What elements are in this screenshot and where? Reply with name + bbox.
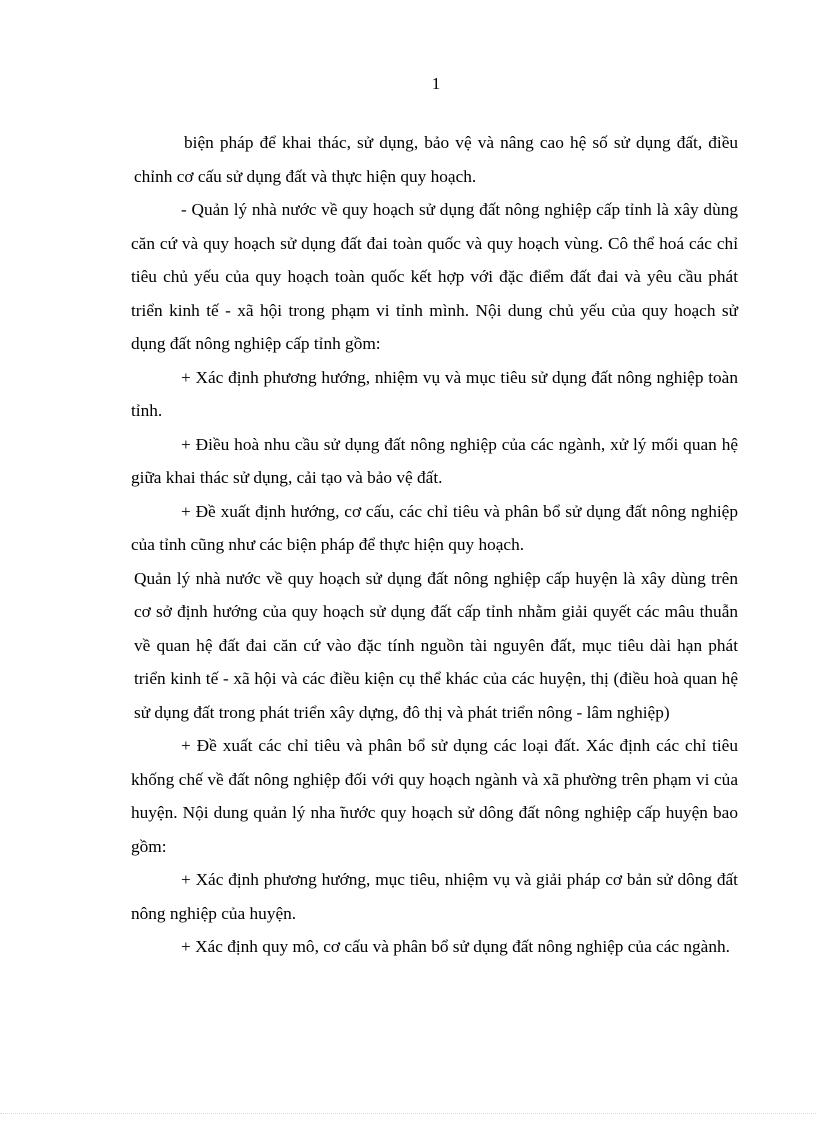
paragraph-bullet-district-direction: + Xác định phương hướng, mục tiêu, nhiệm vụ và giải pháp cơ bản sử dông đất nông nghiệp của huyện. bbox=[131, 870, 738, 923]
paragraph-bullet-harmonize: + Điều hoà nhu cầu sử dụng đất nông nghiệp của các ngành, xử lý mối quan hệ giữa khai thác sử dụng, cải tạo và bảo vệ đất. bbox=[131, 434, 738, 487]
page-number: 1 bbox=[431, 74, 441, 93]
paragraph-bullet-propose: + Đề xuất định hướng, cơ cấu, các chỉ tiêu và phân bổ sử dụng đất nông nghiệp của tỉnh cũng như các biện pháp để thực hiện quy hoạch. bbox=[131, 501, 738, 554]
paragraph-bullet-direction: + Xác định phương hướng, nhiệm vụ và mục tiêu sử dụng đất nông nghiệp toàn tỉnh. bbox=[131, 367, 738, 420]
page-bottom-divider bbox=[0, 1113, 816, 1114]
paragraph-provincial-planning: - Quản lý nhà nước về quy hoạch sử dụng đất nông nghiệp cấp tỉnh là xây dùng căn cứ và quy hoạch sử dụng đất đai toàn quốc và quy hoạch vùng. Cô thể hoá các chỉ tiêu chủ yếu của quy hoạch toàn quốc kết hợp với đặc điểm đất đai và yêu cầu phát triển kinh tế - xã hội trong phạm vi tỉnh mình. Nội dung chủ yếu của quy hoạch sử dụng đất nông nghiệp cấp tỉnh gồm: bbox=[131, 200, 738, 353]
paragraph-bullet-indicators: + Đề xuất các chỉ tiêu và phân bổ sử dụng các loại đất. Xác định các chỉ tiêu khống chế về đất nông nghiệp đối với quy hoạch ngành và xã phường trên phạm vi của huyện. Nội dung quản lý nha ̃nước quy hoạch sử dông đất nông nghiệp cấp huyện bao gồm: bbox=[131, 736, 738, 856]
document-body bbox=[131, 126, 738, 964]
paragraph-district-planning: Quản lý nhà nước về quy hoạch sử dụng đất nông nghiệp cấp huyện là xây dùng trên cơ sở định hướng của quy hoạch sử dụng đất cấp tỉnh nhằm giải quyết các mâu thuẫn về quan hệ đất đai căn cứ vào đặc tính nguồn tài nguyên đất, mục tiêu dài hạn phát triển kinh tế - xã hội và các điều kiện cụ thể khác của các huyện, thị (điều hoà quan hệ sử dụng đất trong phát triển xây dựng, đô thị và phát triển nông - lâm nghiệp) bbox=[134, 568, 738, 722]
paragraph-continuation: biện pháp để khai thác, sử dụng, bảo vệ và nâng cao hệ số sử dụng đất, điều chỉnh cơ cấu sử dụng đất và thực hiện quy hoạch. bbox=[134, 133, 738, 186]
paragraph-bullet-scale: + Xác định quy mô, cơ cấu và phân bổ sử dụng đất nông nghiệp của các ngành. bbox=[181, 937, 730, 956]
